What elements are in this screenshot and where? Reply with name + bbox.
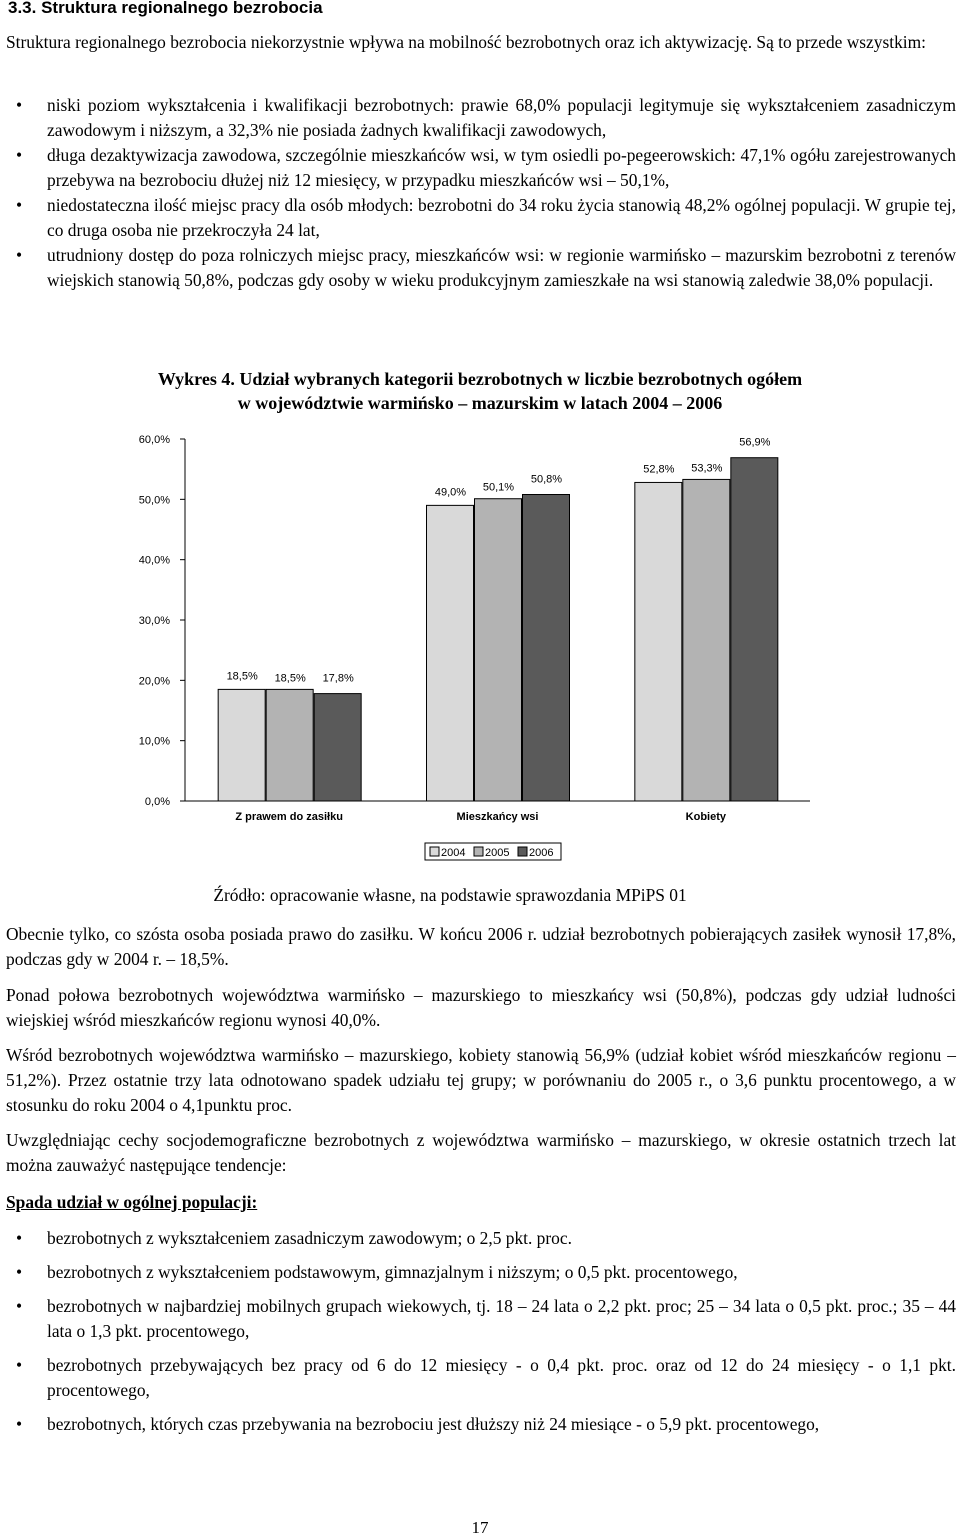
bullet-icon: • (16, 245, 23, 265)
bullet-icon: • (16, 1262, 23, 1282)
bullet-icon: • (16, 1228, 23, 1248)
legend-label: 2005 (485, 847, 510, 859)
bar (523, 495, 570, 801)
x-tick-label: Z prawem do zasiłku (235, 811, 343, 823)
x-axis-labels (235, 811, 727, 823)
x-tick-label: Mieszkańcy wsi (456, 811, 539, 823)
intro-paragraph: Struktura regionalnego bezrobocia niekorzystnie wpływa na mobilność bezrobotnych oraz ich aktywizację. Są to przede wszystkim: (6, 32, 926, 52)
bar (266, 689, 313, 801)
figure-source: Źródło: opracowanie własne, na podstawie sprawozdania MPiPS 01 (213, 885, 687, 905)
paragraph-4: Uwzględniając cechy socjodemograficzne bezrobotnych z województwa warmińsko – mazurskiego, w okresie ostatnich trzech lat można zauważyć następujące tendencje: (6, 1130, 956, 1175)
paragraph-2: Ponad połowa bezrobotnych województwa warmińsko – mazurskiego to mieszkańcy wsi (50,8%), podczas gdy udział ludności wiejskiej wśród mieszkańców regionu wynosi 40,0%. (6, 985, 956, 1030)
bullet-list-2 (6, 1226, 956, 1437)
figure-caption-line2: w województwie warmińsko – mazurskim w latach 2004 – 2006 (237, 393, 723, 413)
bar (475, 499, 522, 801)
bullet-icon: • (16, 1414, 23, 1434)
list-item: • niski poziom wykształcenia i kwalifikacji bezrobotnych: prawie 68,0% populacji legitymuje się wykształceniem zasadniczym zawodowym i niższym, a 32,3% nie posiada żadnych kwalifikacji zawodowych, (16, 95, 956, 140)
list-item: • bezrobotnych z wykształceniem zasadniczym zawodowym; o 2,5 pkt. proc. (6, 1226, 956, 1251)
list-item: • utrudniony dostęp do poza rolniczych miejsc pracy, mieszkańców wsi: w regionie warmińsko – mazurskim bezrobotni z terenów wiejskich stanowią 50,8%, podczas gdy osoby w wieku produkcyjnym zamieszkałe na wsi stanowią zaledwie 38,0% populacji. (16, 245, 956, 290)
list-item: • długa dezaktywizacja zawodowa, szczególnie mieszkańców wsi, w tym osiedli po-pegeerowskich: 47,1% ogółu zarejestrowanych przebywa na bezrobociu dłużej niż 12 miesięcy, w przypadku mieszkańców wsi – 50,1%, (16, 145, 956, 190)
y-tick-label: 20,0% (138, 675, 170, 688)
data-label: 53,3% (691, 462, 723, 475)
legend-swatch (518, 847, 527, 856)
page-number: 17 (471, 1518, 489, 1537)
bar (635, 482, 682, 801)
bars (218, 458, 778, 801)
y-tick-label: 0,0% (144, 796, 170, 808)
y-tick-label: 10,0% (138, 735, 170, 748)
data-label: 50,1% (482, 481, 515, 494)
y-tick-label: 30,0% (138, 615, 170, 627)
bar-chart (0, 420, 960, 880)
bar (314, 694, 361, 801)
bullet-icon: • (16, 195, 23, 215)
subheading: Spada udział w ogólnej populacji: (6, 1192, 258, 1212)
data-label: 18,5% (226, 670, 258, 683)
data-label: 49,0% (434, 486, 467, 499)
data-label: 56,9% (739, 436, 771, 449)
legend (425, 843, 561, 860)
figure-caption (0, 367, 960, 415)
bar (427, 505, 474, 801)
bar (731, 458, 778, 801)
section-heading: 3.3. Struktura regionalnego bezrobocia (8, 0, 323, 17)
bullet-icon: • (16, 145, 23, 165)
list-item: • bezrobotnych, których czas przebywania na bezrobociu jest dłuższy niż 24 miesiące - o 5,9 pkt. procentowego, (6, 1412, 956, 1437)
bullet-icon: • (16, 1355, 23, 1375)
data-label: 17,8% (322, 672, 354, 685)
list-item: • bezrobotnych w najbardziej mobilnych grupach wiekowych, tj. 18 – 24 lata o 2,2 pkt. proc; 25 – 34 lata o 0,5 pkt. proc.; 35 – 44 lata o 1,3 pkt. procentowego, (16, 1296, 956, 1341)
legend-label: 2004 (441, 847, 466, 859)
data-label: 52,8% (643, 463, 675, 476)
data-label: 18,5% (274, 672, 306, 685)
list-item: • bezrobotnych z wykształceniem podstawowym, gimnazjalnym i niższym; o 0,5 pkt. procentowego, (6, 1260, 956, 1285)
figure-caption-line1: Wykres 4. Udział wybranych kategorii bezrobotnych w liczbie bezrobotnych ogółem (157, 369, 803, 389)
y-tick-label: 50,0% (138, 494, 170, 507)
data-label: 50,8% (530, 473, 563, 486)
list-item: • bezrobotnych przebywających bez pracy od 6 do 12 miesięcy - o 0,4 pkt. proc. oraz od 12 do 24 miesięcy - o 1,1 pkt. procentowego, (16, 1355, 956, 1400)
bullet-icon: • (16, 1296, 23, 1316)
x-tick-label: Kobiety (685, 811, 727, 823)
bullet-list-1 (6, 93, 956, 293)
legend-swatch (474, 847, 483, 856)
bar (218, 689, 265, 801)
legend-swatch (430, 847, 439, 856)
legend-label: 2006 (529, 847, 554, 859)
list-item: • niedostateczna ilość miejsc pracy dla osób młodych: bezrobotni do 34 roku życia stanowią 48,2% ogólnej populacji. W grupie tej, co druga osoba nie przekroczyła 24 lat, (16, 195, 956, 240)
bar (683, 479, 730, 801)
y-tick-label: 60,0% (138, 434, 170, 446)
y-tick-label: 40,0% (138, 554, 170, 567)
paragraph-3: Wśród bezrobotnych województwa warmińsko – mazurskiego, kobiety stanowią 56,9% (udział kobiet wśród mieszkańców regionu – 51,2%). Przez ostatnie trzy lata odnotowano spadek udziału tej grupy; w porównaniu do 2005 r., o 3,6 punktu procentowego, a w stosunku do roku 2004 o 4,1punktu proc. (6, 1045, 956, 1115)
bullet-icon: • (16, 95, 23, 115)
paragraph-1: Obecnie tylko, co szósta osoba posiada prawo do zasiłku. W końcu 2006 r. udział bezrobotnych pobierających zasiłek wynosił 17,8%, podczas gdy w 2004 r. – 18,5%. (6, 924, 956, 969)
